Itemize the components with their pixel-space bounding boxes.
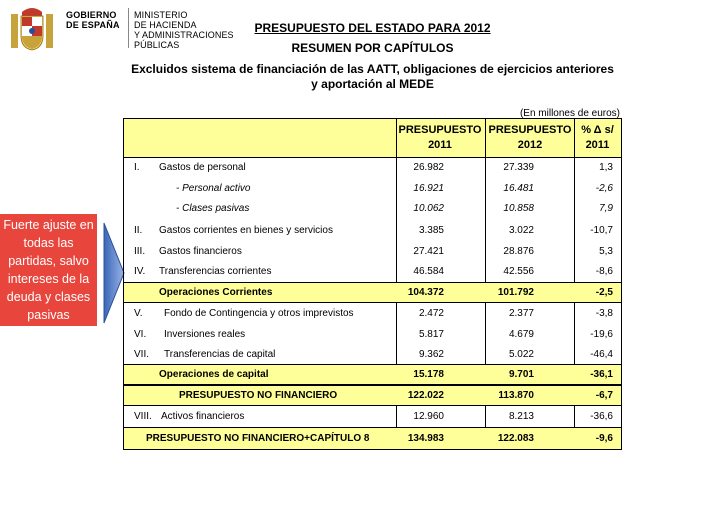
- subtotal-row: Operaciones de capital 15.178 9.701 -36,1: [124, 364, 621, 385]
- scope-note-line1: Excluidos sistema de financiación de las AATT, obligaciones de ejercicios anteriores: [131, 62, 614, 76]
- table-row: II. Gastos corrientes en bienes y servicios 3.385 3.022 -10,7: [134, 225, 613, 236]
- table-row: - Clases pasivas 10.062 10.858 7,9: [176, 203, 613, 214]
- table-row: IV. Transferencias corrientes 46.584 42.556 -8,6: [134, 266, 613, 277]
- side-callout: [0, 214, 97, 326]
- government-label: GOBIERNO DE ESPAÑA: [66, 10, 120, 30]
- table-row: VII. Transferencias de capital 9.362 5.022 -46,4: [134, 349, 613, 360]
- table-row: III. Gastos financieros 27.421 28.876 5,3: [134, 246, 613, 257]
- scope-note-line2: y aportación al MEDE: [311, 77, 434, 91]
- table-row: I. Gastos de personal 26.982 27.339 1,3: [134, 162, 613, 173]
- table-row: VI. Inversiones reales 5.817 4.679 -19,6: [134, 329, 613, 340]
- units-label: (En millones de euros): [519, 108, 620, 119]
- subtotal-row: Operaciones Corrientes 104.372 101.792 -2,5: [124, 282, 621, 303]
- col-2012-header: PRESUPUESTO 2012: [488, 124, 572, 151]
- total-row: PRESUPUESTO NO FINANCIERO 122.022 113.870 -6,7: [124, 385, 621, 406]
- table-row: V. Fondo de Contingencia y otros imprevistos 2.472 2.377 -3,8: [134, 308, 613, 319]
- table-header: [124, 119, 621, 158]
- page-title: PRESUPUESTO DEL ESTADO PARA 2012: [254, 21, 491, 35]
- side-callout-text: Fuerte ajuste en todas las partidas, salvo intereses de la deuda y clases pasivas: [3, 218, 94, 322]
- col-2011-header: PRESUPUESTO 2011: [398, 124, 482, 151]
- table-row: VIII. Activos financieros 12.960 8.213 -36,6: [134, 411, 613, 422]
- grand-total-row: PRESUPUESTO NO FINANCIERO+CAPÍTULO 8 134.983 122.083 -9,6: [124, 427, 621, 449]
- page-subtitle: RESUMEN POR CAPÍTULOS: [291, 41, 454, 55]
- table-row: - Personal activo 16.921 16.481 -2,6: [176, 183, 613, 194]
- ministry-label: MINISTERIO DE HACIENDA Y ADMINISTRACIONES PÚBLICAS: [134, 10, 234, 50]
- arrow-right-icon: [103, 222, 125, 324]
- col-pct-header: % Δ s/ 2011: [581, 124, 614, 151]
- budget-table: [123, 118, 622, 450]
